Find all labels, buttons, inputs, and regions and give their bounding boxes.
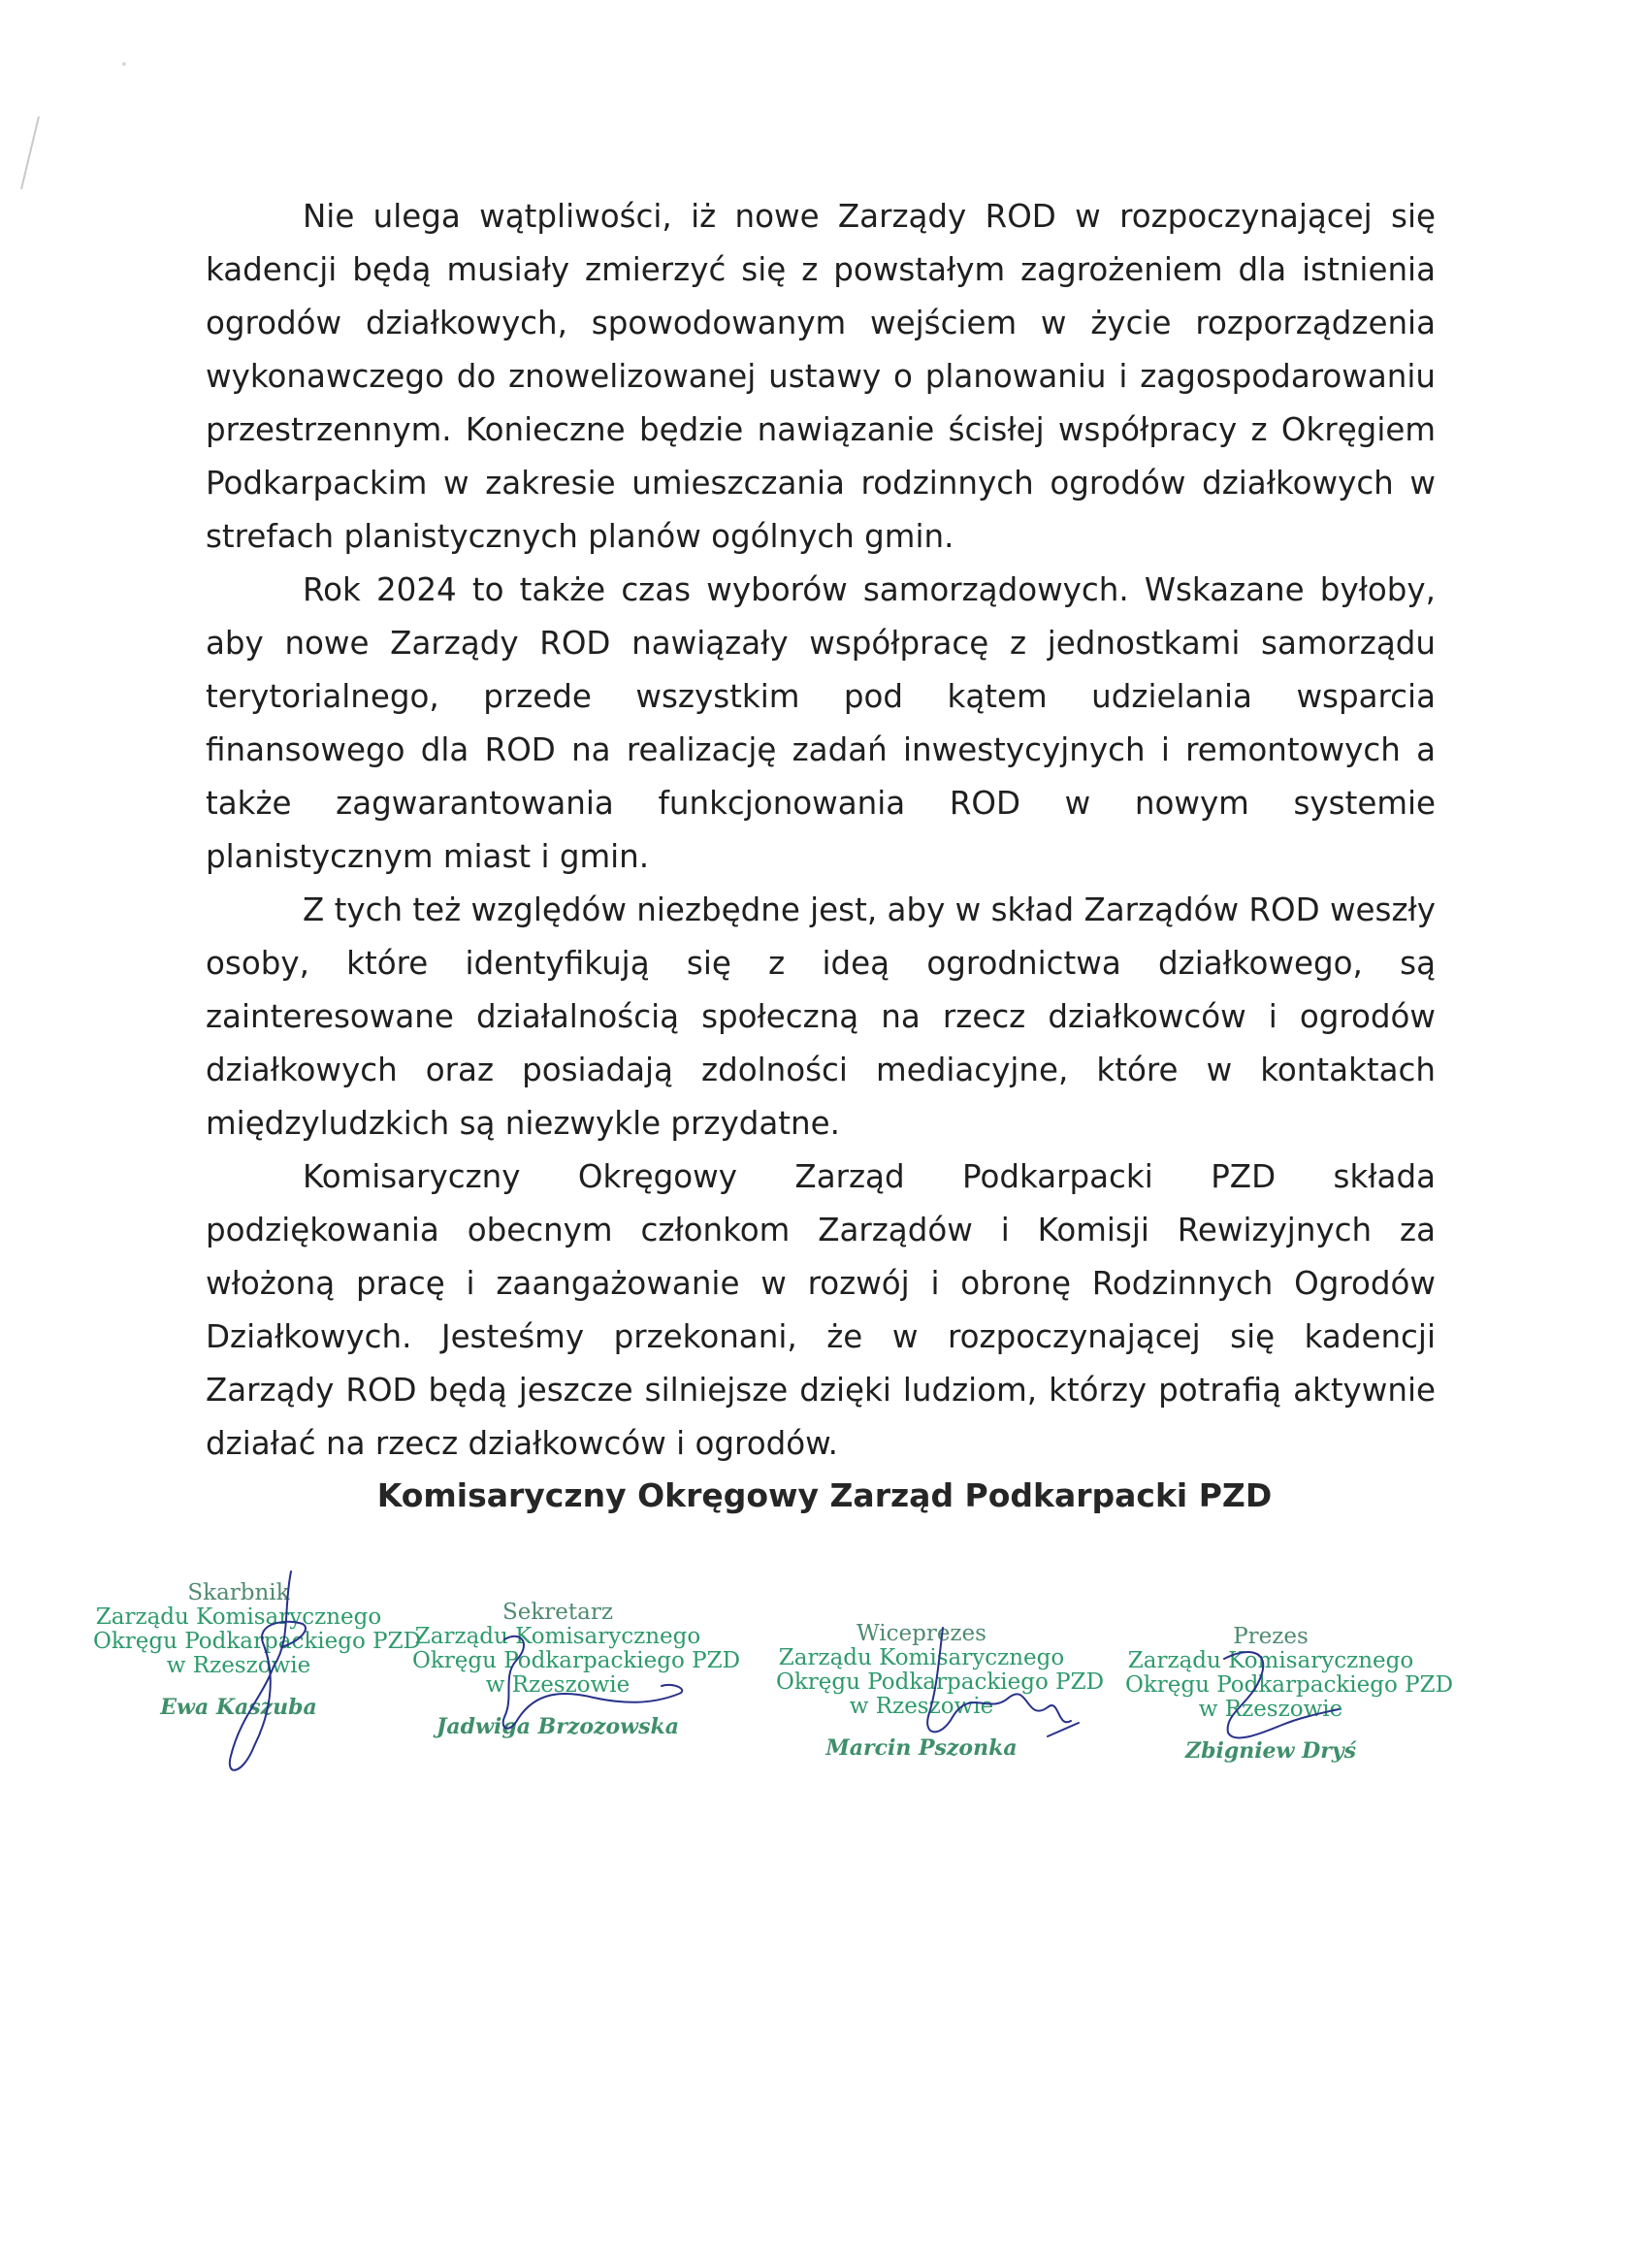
stamp-line: Okręgu Podkarpackiego PZD — [1125, 1672, 1454, 1698]
signature-block — [0, 1552, 1649, 1795]
stamp-name: Marcin Pszonka — [825, 1735, 1018, 1761]
stamp-prezes — [1125, 1624, 1454, 1764]
paragraph: Nie ulega wątpliwości, iż nowe Zarządy ROD w rozpoczynającej się kadencji będą musiały zmierzyć się z powstałym zagrożeniem dla istnienia ogrodów działkowych, spowodowanym wejściem w życie rozporządzenia wykonawczego do znowelizowanej ustawy o planowaniu i zagospodarowaniu przestrzennym. Konieczne będzie nawiązanie ścisłej współpracy z Okręgiem Podkarpackim w zakresie umieszczania rodzinnych ogrodów działkowych w strefach planistycznych planów ogólnych gmin. — [206, 198, 1436, 555]
closing-signature-line: Komisaryczny Okręgowy Zarząd Podkarpacki PZD — [376, 1476, 1273, 1514]
scan-edge-mark — [0, 0, 136, 213]
stamp-line: Zarządu Komisarycznego — [778, 1645, 1065, 1670]
stamp-line: Zarządu Komisarycznego — [414, 1624, 701, 1649]
stamp-line: Okręgu Podkarpackiego PZD — [93, 1629, 422, 1654]
stamp-title: Skarbnik — [187, 1580, 290, 1605]
stamp-line: Zarządu Komisarycznego — [1127, 1648, 1414, 1673]
stamp-line: w Rzeszowie — [849, 1694, 994, 1719]
paragraph: Rok 2024 to także czas wyborów samorządowych. Wskazane byłoby, aby nowe Zarządy ROD nawiązały współpracę z jednostkami samorządu terytorialnego, przede wszystkim pod kątem udzielania wsparcia finansowego dla ROD na realizację zadań inwestycyjnych i remontowych a także zagwarantowania funkcjonowania ROD w nowym systemie planistycznym miast i gmin. — [206, 571, 1436, 875]
stamp-name: Jadwiga Brzozowska — [436, 1714, 679, 1739]
stamp-line: w Rzeszowie — [1198, 1697, 1343, 1722]
stamp-title: Sekretarz — [502, 1600, 613, 1625]
stamp-skarbnik — [93, 1580, 422, 1720]
paragraph: Komisaryczny Okręgowy Zarząd Podkarpacki PZD składa podziękowania obecnym członkom Zarządów i Komisji Rewizyjnych za włożoną pracę i zaangażowanie w rozwój i obronę Rodzinnych Ogrodów Działkowych. Jesteśmy przekonani, że w rozpoczynającej się kadencji Zarządy ROD będą jeszcze silniejsze dzięki ludziom, którzy potrafią aktywnie działać na rzecz działkowców i ogrodów. — [206, 1158, 1436, 1462]
stamp-title: Prezes — [1233, 1624, 1309, 1649]
stamp-wiceprezes — [776, 1621, 1105, 1761]
stamp-name: Zbigniew Dryś — [1185, 1738, 1356, 1764]
stamp-line: Zarządu Komisarycznego — [95, 1604, 382, 1630]
letter-body — [206, 190, 1436, 1471]
stamp-line: Okręgu Podkarpackiego PZD — [776, 1669, 1105, 1695]
stamp-line: w Rzeszowie — [485, 1672, 630, 1698]
stamp-title: Wiceprezes — [857, 1621, 986, 1646]
stamp-name: Ewa Kaszuba — [160, 1695, 317, 1720]
paragraph: Z tych też względów niezbędne jest, aby w skład Zarządów ROD weszły osoby, które identyfikują się z ideą ogrodnictwa działkowego, są zainteresowane działalnością społeczną na rzecz działkowców i ogrodów działkowych oraz posiadają zdolności mediacyjne, które w kontaktach międzyludzkich są niezwykle przydatne. — [206, 891, 1436, 1142]
stamp-sekretarz — [412, 1600, 741, 1739]
stamp-line: w Rzeszowie — [166, 1653, 311, 1678]
stamp-line: Okręgu Podkarpackiego PZD — [412, 1648, 741, 1673]
